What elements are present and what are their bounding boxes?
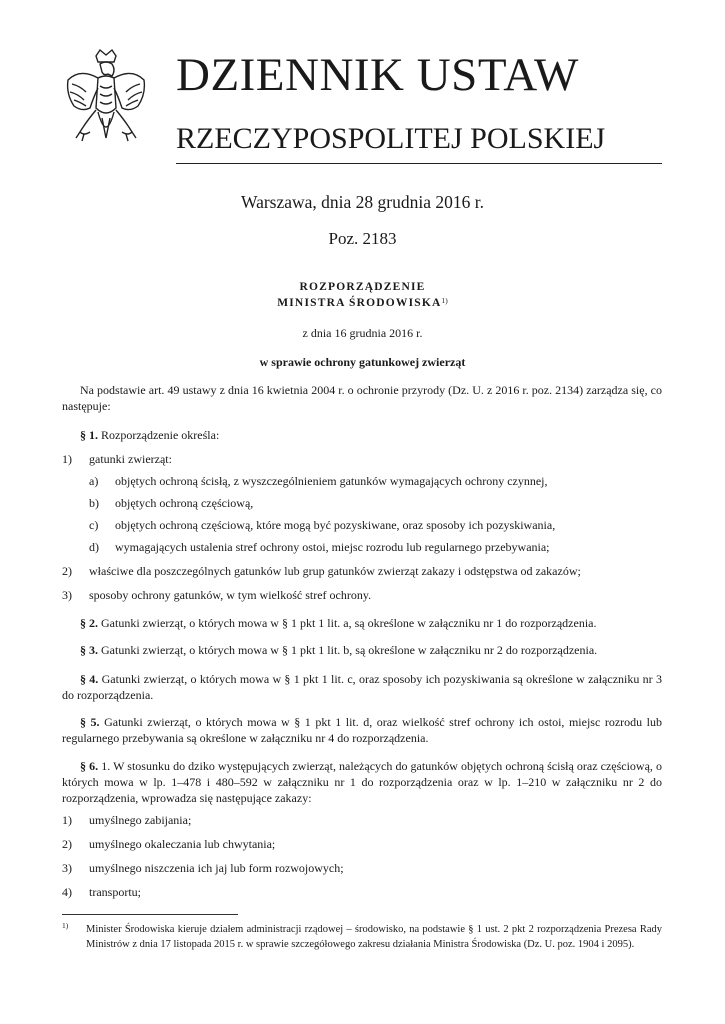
letter-marker: c)	[89, 518, 99, 532]
polish-eagle-icon	[60, 46, 152, 158]
paragraph-6-mark: § 6.	[80, 759, 99, 773]
preamble: Na podstawie art. 49 ustawy z dnia 16 kwietnia 2004 r. o ochronie przyrody (Dz. U. z 2016 r. poz. 2134) zarządza się, co następuje:	[62, 383, 662, 413]
act-issuer: MINISTRA ŚRODOWISKA	[277, 297, 442, 309]
point-text: umyślnego niszczenia ich jaj lub form rozwojowych;	[89, 861, 344, 875]
paragraph-3-mark: § 3.	[80, 643, 98, 657]
letter-text: wymagających ustalenia stref ochrony ostoi, miejsc rozrodu lub regularnego przebywania;	[115, 540, 550, 554]
paragraph-6-text: 1. W stosunku do dziko występujących zwierząt, należących do gatunków objętych ochroną ścisłą oraz częściową, o których mowa w lp. 1–478 i 480–592 w załączniku nr 1 do rozporządzenia oraz w lp. 1–210 w załączniku nr 2 do rozporządzenia, wprowadza się następujące zakazy:	[62, 759, 663, 805]
footnote-mark: 1)	[62, 921, 69, 930]
point-text: sposoby ochrony gatunków, w tym wielkość stref ochrony.	[89, 588, 372, 602]
masthead-divider	[176, 163, 662, 164]
paragraph-5-mark: § 5.	[80, 715, 100, 729]
point-text: transportu;	[89, 885, 141, 899]
journal-subtitle: RZECZYPOSPOLITEJ POLSKIEJ	[176, 122, 606, 155]
paragraph-1	[80, 428, 219, 443]
place-date: Warszawa, dnia 28 grudnia 2016 r.	[240, 192, 485, 212]
paragraph-2	[80, 616, 597, 631]
point-text: umyślnego okaleczania lub chwytania;	[89, 837, 276, 851]
letter-marker: d)	[89, 540, 99, 554]
letter-marker: b)	[89, 496, 99, 510]
point-number: 2)	[62, 564, 72, 578]
letter-text: objętych ochroną częściową,	[115, 496, 254, 510]
letter-text: objętych ochroną częściową, które mogą być pozyskiwane, oraz sposoby ich pozyskiwania,	[115, 518, 556, 532]
point-text: właściwe dla poszczególnych gatunków lub grup gatunków zwierząt zakazy i odstępstwa od zakazów;	[89, 564, 581, 578]
footnote-reference[interactable]: 1)	[441, 296, 448, 305]
point-text: gatunki zwierząt:	[89, 452, 172, 466]
paragraph-5-text: Gatunki zwierząt, o których mowa w § 1 pkt 1 lit. d, oraz wielkość stref ochrony ich ostoi, miejsc rozrodu lub regularnego przebywania są określone w załączniku nr 4 do rozporządzenia.	[62, 715, 663, 745]
paragraph-1-text: Rozporządzenie określa:	[101, 428, 220, 442]
point-number: 1)	[62, 813, 72, 827]
act-date: z dnia 16 grudnia 2016 r.	[302, 326, 423, 340]
point-number: 3)	[62, 861, 72, 875]
act-issuer-line	[0, 297, 725, 309]
act-type: ROZPORZĄDZENIE	[299, 281, 426, 293]
paragraph-5	[62, 714, 662, 746]
paragraph-4-text: Gatunki zwierząt, o których mowa w § 1 pkt 1 lit. c, oraz sposoby ich pozyskiwania są określone w załączniku nr 3 do rozporządzenia.	[62, 672, 662, 702]
paragraph-2-text: Gatunki zwierząt, o których mowa w § 1 pkt 1 lit. a, są określone w załączniku nr 1 do rozporządzenia.	[101, 616, 597, 630]
footnote-text: Minister Środowiska kieruje działem administracji rządowej – środowisko, na podstawie § 1 ust. 2 pkt 2 rozporządzenia Prezesa Rady Ministrów z dnia 17 listopada 2015 r. w sprawie szczegółowego zakresu działania Ministra Środowiska (Dz. U. poz. 1904 i 2095).	[86, 924, 662, 950]
paragraph-4	[62, 671, 662, 703]
footnote-divider	[62, 914, 238, 915]
point-number: 4)	[62, 885, 72, 899]
act-subject: w sprawie ochrony gatunkowej zwierząt	[259, 355, 466, 369]
letter-marker: a)	[89, 474, 99, 488]
paragraph-3	[80, 643, 597, 658]
letter-text: objętych ochroną ścisłą, z wyszczególnieniem gatunków wymagających ochrony czynnej,	[115, 474, 548, 488]
point-text: umyślnego zabijania;	[89, 813, 192, 827]
point-number: 2)	[62, 837, 72, 851]
paragraph-3-text: Gatunki zwierząt, o których mowa w § 1 pkt 1 lit. b, są określone w załączniku nr 2 do rozporządzenia.	[101, 643, 598, 657]
paragraph-4-mark: § 4.	[80, 672, 99, 686]
paragraph-2-mark: § 2.	[80, 616, 98, 630]
position-number: Poz. 2183	[328, 229, 397, 248]
journal-title: DZIENNIK USTAW	[176, 49, 579, 101]
paragraph-1-mark: § 1.	[80, 428, 98, 442]
paragraph-6	[62, 758, 662, 806]
point-number: 1)	[62, 452, 72, 466]
point-number: 3)	[62, 588, 72, 602]
